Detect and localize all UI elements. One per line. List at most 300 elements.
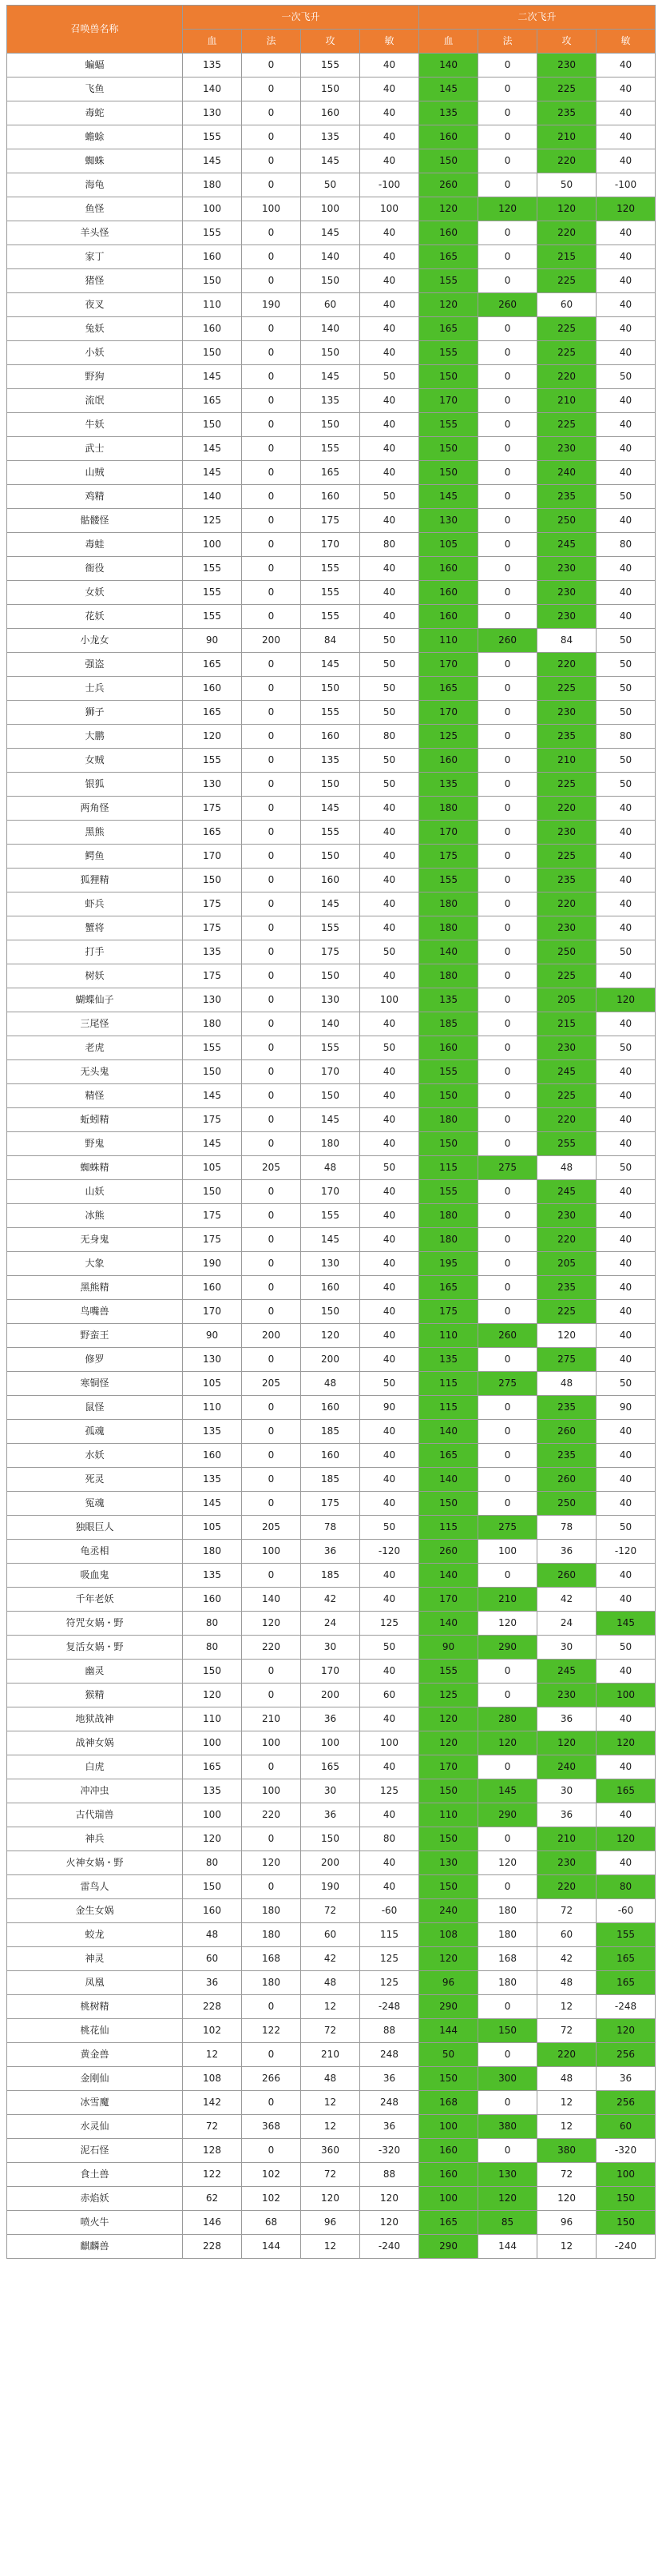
cell-mp-1: 102 — [242, 2187, 301, 2211]
cell-agi-2: 40 — [597, 149, 656, 173]
table-row — [7, 749, 656, 773]
cell-agi-2: 40 — [597, 1252, 656, 1276]
pet-name-cell: 夜叉 — [7, 293, 183, 317]
cell-atk-1: 150 — [301, 1084, 360, 1108]
cell-atk-1: 72 — [301, 2019, 360, 2043]
pet-name-cell: 羊头怪 — [7, 221, 183, 245]
cell-mp-2: 0 — [478, 461, 537, 485]
table-row — [7, 653, 656, 677]
cell-atk-1: 12 — [301, 2235, 360, 2259]
pet-name-cell: 泥石怪 — [7, 2139, 183, 2163]
cell-mp-1: 0 — [242, 725, 301, 749]
cell-atk-1: 12 — [301, 2115, 360, 2139]
cell-atk-1: 145 — [301, 892, 360, 916]
cell-atk-2: 245 — [537, 1060, 597, 1084]
cell-hp-1: 165 — [183, 653, 242, 677]
cell-atk-2: 220 — [537, 1875, 597, 1899]
cell-mp-2: 275 — [478, 1156, 537, 1180]
pet-name-cell: 武士 — [7, 437, 183, 461]
cell-mp-1: 0 — [242, 1995, 301, 2019]
cell-agi-2: 40 — [597, 1084, 656, 1108]
cell-hp-2: 175 — [419, 845, 478, 869]
cell-hp-2: 180 — [419, 1228, 478, 1252]
table-row — [7, 2115, 656, 2139]
cell-agi-2: 40 — [597, 389, 656, 413]
cell-atk-1: 135 — [301, 389, 360, 413]
cell-agi-1: 40 — [360, 293, 419, 317]
cell-hp-1: 145 — [183, 365, 242, 389]
cell-atk-2: 240 — [537, 461, 597, 485]
cell-agi-2: 40 — [597, 1707, 656, 1731]
cell-atk-2: 36 — [537, 1540, 597, 1564]
cell-agi-2: 40 — [597, 1180, 656, 1204]
cell-atk-1: 155 — [301, 1204, 360, 1228]
cell-agi-1: 40 — [360, 845, 419, 869]
cell-mp-2: 0 — [478, 2139, 537, 2163]
cell-mp-1: 0 — [242, 341, 301, 365]
cell-hp-2: 135 — [419, 101, 478, 125]
cell-hp-1: 228 — [183, 2235, 242, 2259]
cell-mp-2: 120 — [478, 1851, 537, 1875]
cell-hp-2: 170 — [419, 1755, 478, 1779]
table-row — [7, 1396, 656, 1420]
cell-agi-1: 40 — [360, 269, 419, 293]
cell-hp-2: 140 — [419, 1612, 478, 1636]
cell-hp-2: 165 — [419, 1276, 478, 1300]
table-row — [7, 1204, 656, 1228]
cell-atk-1: 130 — [301, 988, 360, 1012]
cell-agi-1: 80 — [360, 725, 419, 749]
cell-agi-1: 40 — [360, 1084, 419, 1108]
cell-atk-1: 60 — [301, 1923, 360, 1947]
cell-agi-1: 88 — [360, 2163, 419, 2187]
cell-agi-1: 40 — [360, 797, 419, 821]
pet-name-cell: 赤焰妖 — [7, 2187, 183, 2211]
cell-mp-2: 0 — [478, 2043, 537, 2067]
table-row — [7, 1923, 656, 1947]
cell-mp-2: 0 — [478, 821, 537, 845]
cell-mp-1: 0 — [242, 1468, 301, 1492]
cell-agi-2: 40 — [597, 1348, 656, 1372]
cell-mp-2: 168 — [478, 1947, 537, 1971]
table-row — [7, 509, 656, 533]
cell-agi-2: 50 — [597, 749, 656, 773]
cell-atk-1: 150 — [301, 677, 360, 701]
pet-name-cell: 修罗 — [7, 1348, 183, 1372]
cell-hp-1: 150 — [183, 1180, 242, 1204]
pet-name-cell: 狐狸精 — [7, 869, 183, 892]
cell-hp-2: 160 — [419, 605, 478, 629]
cell-mp-2: 0 — [478, 125, 537, 149]
cell-agi-1: 40 — [360, 1707, 419, 1731]
cell-agi-2: 40 — [597, 1564, 656, 1588]
cell-hp-1: 150 — [183, 869, 242, 892]
cell-agi-2: 50 — [597, 1036, 656, 1060]
table-row — [7, 413, 656, 437]
cell-mp-1: 0 — [242, 54, 301, 78]
pet-name-cell: 水灵仙 — [7, 2115, 183, 2139]
cell-hp-2: 260 — [419, 1540, 478, 1564]
cell-agi-2: 150 — [597, 2187, 656, 2211]
cell-agi-2: -60 — [597, 1899, 656, 1923]
cell-agi-2: 50 — [597, 365, 656, 389]
pet-name-cell: 黑熊精 — [7, 1276, 183, 1300]
cell-hp-1: 165 — [183, 701, 242, 725]
cell-agi-2: 40 — [597, 797, 656, 821]
cell-mp-1: 0 — [242, 773, 301, 797]
cell-hp-1: 130 — [183, 1348, 242, 1372]
cell-mp-1: 100 — [242, 197, 301, 221]
cell-agi-2: 40 — [597, 293, 656, 317]
table-row — [7, 221, 656, 245]
cell-hp-1: 12 — [183, 2043, 242, 2067]
header-mp-2: 法 — [478, 30, 537, 54]
cell-hp-1: 102 — [183, 2019, 242, 2043]
cell-hp-2: 180 — [419, 1204, 478, 1228]
cell-mp-1: 0 — [242, 461, 301, 485]
cell-agi-1: 40 — [360, 1204, 419, 1228]
pet-name-cell: 蛟龙 — [7, 1923, 183, 1947]
cell-hp-1: 190 — [183, 1252, 242, 1276]
cell-agi-2: 50 — [597, 940, 656, 964]
cell-atk-1: 100 — [301, 1731, 360, 1755]
pet-name-cell: 蜘蛛精 — [7, 1156, 183, 1180]
cell-atk-1: 200 — [301, 1348, 360, 1372]
cell-hp-2: 125 — [419, 1684, 478, 1707]
cell-agi-2: 40 — [597, 1588, 656, 1612]
cell-atk-1: 140 — [301, 1012, 360, 1036]
table-row — [7, 1276, 656, 1300]
cell-mp-1: 0 — [242, 437, 301, 461]
pet-name-cell: 骷髅怪 — [7, 509, 183, 533]
cell-atk-1: 150 — [301, 78, 360, 101]
table-row — [7, 988, 656, 1012]
header-mp-1: 法 — [242, 30, 301, 54]
cell-atk-2: 210 — [537, 389, 597, 413]
cell-mp-2: 0 — [478, 1660, 537, 1684]
cell-hp-2: 155 — [419, 1660, 478, 1684]
cell-hp-2: 145 — [419, 485, 478, 509]
cell-mp-1: 0 — [242, 78, 301, 101]
cell-atk-2: 30 — [537, 1779, 597, 1803]
table-row — [7, 1779, 656, 1803]
cell-atk-2: 48 — [537, 2067, 597, 2091]
cell-atk-2: 225 — [537, 677, 597, 701]
table-row — [7, 1108, 656, 1132]
cell-atk-1: 145 — [301, 221, 360, 245]
table-row — [7, 1564, 656, 1588]
cell-hp-1: 135 — [183, 940, 242, 964]
cell-hp-1: 150 — [183, 1060, 242, 1084]
cell-mp-1: 0 — [242, 1180, 301, 1204]
cell-mp-1: 0 — [242, 2139, 301, 2163]
cell-mp-2: 0 — [478, 437, 537, 461]
cell-mp-1: 0 — [242, 1060, 301, 1084]
cell-agi-2: 40 — [597, 221, 656, 245]
cell-hp-1: 80 — [183, 1851, 242, 1875]
cell-hp-1: 155 — [183, 1036, 242, 1060]
table-row — [7, 1899, 656, 1923]
cell-hp-1: 175 — [183, 964, 242, 988]
cell-mp-2: 0 — [478, 485, 537, 509]
pet-name-cell: 山妖 — [7, 1180, 183, 1204]
cell-atk-1: 185 — [301, 1564, 360, 1588]
cell-hp-1: 62 — [183, 2187, 242, 2211]
cell-agi-2: 120 — [597, 988, 656, 1012]
table-row — [7, 317, 656, 341]
cell-mp-2: 0 — [478, 1276, 537, 1300]
cell-agi-1: 40 — [360, 101, 419, 125]
cell-hp-1: 105 — [183, 1156, 242, 1180]
table-row — [7, 1755, 656, 1779]
pet-name-cell: 凤凰 — [7, 1971, 183, 1995]
pet-name-cell: 地狱战神 — [7, 1707, 183, 1731]
cell-mp-1: 0 — [242, 485, 301, 509]
cell-atk-2: 72 — [537, 2163, 597, 2187]
cell-atk-1: 150 — [301, 341, 360, 365]
cell-mp-1: 0 — [242, 509, 301, 533]
cell-agi-1: -320 — [360, 2139, 419, 2163]
table-row — [7, 389, 656, 413]
cell-atk-2: 50 — [537, 173, 597, 197]
cell-agi-1: 40 — [360, 1276, 419, 1300]
pet-name-cell: 神兵 — [7, 1827, 183, 1851]
cell-agi-2: 40 — [597, 78, 656, 101]
cell-mp-1: 0 — [242, 1036, 301, 1060]
cell-hp-1: 175 — [183, 1228, 242, 1252]
cell-mp-1: 0 — [242, 1827, 301, 1851]
cell-hp-2: 155 — [419, 1180, 478, 1204]
cell-agi-1: 248 — [360, 2091, 419, 2115]
cell-mp-1: 0 — [242, 1300, 301, 1324]
cell-hp-1: 155 — [183, 581, 242, 605]
cell-hp-2: 175 — [419, 1300, 478, 1324]
cell-hp-2: 185 — [419, 1012, 478, 1036]
cell-atk-2: 220 — [537, 221, 597, 245]
cell-agi-2: 40 — [597, 557, 656, 581]
cell-hp-1: 90 — [183, 629, 242, 653]
cell-agi-2: 40 — [597, 101, 656, 125]
cell-agi-2: 40 — [597, 845, 656, 869]
cell-mp-2: 0 — [478, 581, 537, 605]
cell-agi-2: 40 — [597, 1060, 656, 1084]
cell-agi-1: 40 — [360, 1324, 419, 1348]
cell-mp-1: 205 — [242, 1156, 301, 1180]
pet-name-cell: 复活女娲・野 — [7, 1636, 183, 1660]
cell-agi-1: 50 — [360, 1156, 419, 1180]
cell-hp-1: 120 — [183, 1684, 242, 1707]
cell-hp-1: 170 — [183, 845, 242, 869]
cell-mp-1: 0 — [242, 749, 301, 773]
cell-agi-2: 120 — [597, 197, 656, 221]
cell-atk-1: 48 — [301, 1156, 360, 1180]
cell-atk-1: 145 — [301, 365, 360, 389]
cell-mp-2: 275 — [478, 1516, 537, 1540]
cell-mp-2: 0 — [478, 1036, 537, 1060]
cell-hp-1: 140 — [183, 485, 242, 509]
cell-atk-1: 145 — [301, 149, 360, 173]
cell-mp-2: 0 — [478, 797, 537, 821]
pet-name-cell: 白虎 — [7, 1755, 183, 1779]
cell-mp-2: 0 — [478, 1468, 537, 1492]
cell-atk-1: 78 — [301, 1516, 360, 1540]
table-row — [7, 1084, 656, 1108]
cell-hp-1: 150 — [183, 1660, 242, 1684]
cell-hp-1: 100 — [183, 533, 242, 557]
cell-agi-2: 40 — [597, 509, 656, 533]
table-row — [7, 845, 656, 869]
cell-atk-1: 200 — [301, 1684, 360, 1707]
cell-atk-1: 145 — [301, 1228, 360, 1252]
cell-atk-2: 120 — [537, 197, 597, 221]
cell-agi-1: 40 — [360, 1660, 419, 1684]
cell-atk-1: 160 — [301, 1444, 360, 1468]
cell-atk-1: 72 — [301, 2163, 360, 2187]
table-row — [7, 581, 656, 605]
cell-hp-2: 120 — [419, 197, 478, 221]
pet-name-cell: 食土兽 — [7, 2163, 183, 2187]
pet-name-cell: 猪怪 — [7, 269, 183, 293]
cell-mp-2: 0 — [478, 54, 537, 78]
cell-hp-1: 90 — [183, 1324, 242, 1348]
cell-mp-1: 0 — [242, 365, 301, 389]
table-row — [7, 1660, 656, 1684]
table-row — [7, 437, 656, 461]
pet-name-cell: 小龙女 — [7, 629, 183, 653]
pet-name-cell: 飞鱼 — [7, 78, 183, 101]
cell-agi-2: 40 — [597, 245, 656, 269]
cell-agi-1: 40 — [360, 581, 419, 605]
cell-agi-1: 40 — [360, 1060, 419, 1084]
table-row — [7, 1444, 656, 1468]
cell-agi-1: 50 — [360, 365, 419, 389]
table-row — [7, 1971, 656, 1995]
cell-mp-2: 0 — [478, 701, 537, 725]
cell-hp-2: 160 — [419, 557, 478, 581]
cell-mp-2: 0 — [478, 1132, 537, 1156]
cell-mp-1: 0 — [242, 1564, 301, 1588]
cell-hp-2: 130 — [419, 509, 478, 533]
cell-hp-2: 145 — [419, 78, 478, 101]
cell-atk-2: 220 — [537, 797, 597, 821]
cell-atk-2: 12 — [537, 2091, 597, 2115]
cell-agi-2: 40 — [597, 1660, 656, 1684]
cell-atk-2: 235 — [537, 869, 597, 892]
cell-atk-1: 160 — [301, 725, 360, 749]
cell-mp-2: 0 — [478, 725, 537, 749]
cell-mp-2: 0 — [478, 533, 537, 557]
cell-mp-1: 0 — [242, 557, 301, 581]
cell-mp-2: 0 — [478, 149, 537, 173]
cell-agi-2: 36 — [597, 2067, 656, 2091]
cell-agi-2: 155 — [597, 1923, 656, 1947]
cell-hp-1: 80 — [183, 1636, 242, 1660]
cell-atk-2: 225 — [537, 1084, 597, 1108]
cell-hp-2: 180 — [419, 892, 478, 916]
cell-mp-2: 0 — [478, 1564, 537, 1588]
cell-agi-1: 40 — [360, 605, 419, 629]
cell-atk-2: 220 — [537, 1228, 597, 1252]
cell-mp-1: 0 — [242, 701, 301, 725]
pet-name-cell: 火神女娲・野 — [7, 1851, 183, 1875]
pet-name-cell: 桃树精 — [7, 1995, 183, 2019]
cell-hp-1: 155 — [183, 557, 242, 581]
cell-agi-1: 88 — [360, 2019, 419, 2043]
cell-atk-1: 120 — [301, 2187, 360, 2211]
cell-atk-1: 50 — [301, 173, 360, 197]
cell-mp-1: 180 — [242, 1971, 301, 1995]
cell-atk-2: 210 — [537, 125, 597, 149]
cell-mp-2: 0 — [478, 940, 537, 964]
pet-name-cell: 麒麟兽 — [7, 2235, 183, 2259]
cell-mp-1: 220 — [242, 1803, 301, 1827]
cell-mp-2: 0 — [478, 1444, 537, 1468]
cell-hp-2: 130 — [419, 1851, 478, 1875]
cell-agi-1: 50 — [360, 1516, 419, 1540]
cell-mp-1: 0 — [242, 677, 301, 701]
pet-name-cell: 龟丞相 — [7, 1540, 183, 1564]
cell-atk-2: 250 — [537, 1492, 597, 1516]
cell-mp-1: 205 — [242, 1372, 301, 1396]
cell-atk-2: 96 — [537, 2211, 597, 2235]
cell-mp-2: 0 — [478, 988, 537, 1012]
cell-hp-2: 135 — [419, 1348, 478, 1372]
cell-agi-2: 40 — [597, 1300, 656, 1324]
cell-atk-2: 230 — [537, 581, 597, 605]
cell-hp-2: 110 — [419, 629, 478, 653]
cell-agi-1: 50 — [360, 485, 419, 509]
table-row — [7, 1851, 656, 1875]
table-row — [7, 1324, 656, 1348]
cell-mp-1: 200 — [242, 629, 301, 653]
cell-hp-2: 120 — [419, 1707, 478, 1731]
cell-hp-1: 150 — [183, 1875, 242, 1899]
cell-atk-2: 245 — [537, 1180, 597, 1204]
cell-hp-1: 160 — [183, 1588, 242, 1612]
cell-agi-1: 120 — [360, 2211, 419, 2235]
cell-hp-2: 150 — [419, 1827, 478, 1851]
cell-agi-1: 50 — [360, 1636, 419, 1660]
cell-mp-2: 0 — [478, 1180, 537, 1204]
cell-agi-1: 36 — [360, 2115, 419, 2139]
cell-mp-2: 0 — [478, 1875, 537, 1899]
cell-agi-1: 40 — [360, 509, 419, 533]
cell-atk-2: 230 — [537, 1204, 597, 1228]
cell-atk-1: 60 — [301, 293, 360, 317]
cell-hp-2: 160 — [419, 581, 478, 605]
cell-atk-1: 155 — [301, 437, 360, 461]
pet-name-cell: 狮子 — [7, 701, 183, 725]
cell-agi-2: 50 — [597, 629, 656, 653]
table-row — [7, 2091, 656, 2115]
cell-hp-1: 175 — [183, 916, 242, 940]
cell-hp-2: 155 — [419, 413, 478, 437]
cell-mp-1: 168 — [242, 1947, 301, 1971]
cell-hp-2: 105 — [419, 533, 478, 557]
cell-mp-2: 120 — [478, 2187, 537, 2211]
cell-hp-2: 150 — [419, 1132, 478, 1156]
cell-atk-1: 12 — [301, 2091, 360, 2115]
cell-agi-2: -120 — [597, 1540, 656, 1564]
pet-name-cell: 雷鸟人 — [7, 1875, 183, 1899]
cell-atk-2: 72 — [537, 1899, 597, 1923]
cell-agi-2: 40 — [597, 1755, 656, 1779]
cell-agi-2: 40 — [597, 1803, 656, 1827]
cell-hp-2: 140 — [419, 940, 478, 964]
cell-atk-2: 235 — [537, 101, 597, 125]
pet-name-cell: 野鬼 — [7, 1132, 183, 1156]
cell-mp-1: 0 — [242, 797, 301, 821]
